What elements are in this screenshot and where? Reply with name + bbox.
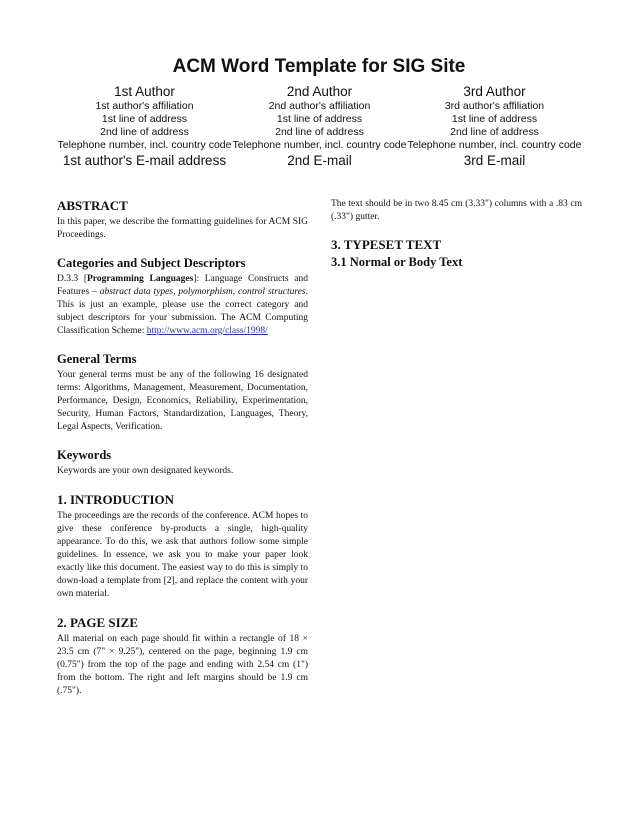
category-description: ]: Language Constructs and Features – (57, 274, 308, 297)
paper-title: ACM Word Template for SIG Site (172, 56, 466, 77)
column-layout-text: The text should be in two 8.45 cm (3.33") columns with a .83 cm (.33") gutter. (331, 199, 582, 222)
left-column (57, 198, 308, 698)
author-name: 2nd Author (286, 84, 353, 99)
category-subtopics: abstract data types, polymorphism, control structures (99, 287, 306, 297)
author-email: 2nd E-mail (287, 153, 352, 168)
author-2 (232, 84, 407, 169)
author-affiliation: 1st author's affiliation (95, 100, 194, 112)
right-column (331, 198, 582, 272)
author-address-line-2: 2nd line of address (100, 126, 189, 138)
author-name: 1st Author (114, 84, 175, 99)
general-terms-heading: General Terms (57, 352, 137, 366)
categories-text: D.3.3 [Programming Languages]: Language Constructs and Features – abstract data types, polymorphism, control structures. This is just an example, please use the correct category and subject descriptors for your submission. The ACM Computing Classification Scheme: http://www.acm.org/class/1998/ (57, 274, 308, 336)
author-affiliation: 2nd author's affiliation (268, 100, 371, 112)
page-size-heading: 2. PAGE SIZE (57, 615, 139, 630)
typeset-heading: 3. TYPESET TEXT (331, 237, 442, 252)
author-3 (407, 84, 582, 169)
author-email: 3rd E-mail (463, 153, 526, 168)
author-address-line-1: 1st line of address (101, 113, 188, 125)
categories-heading: Categories and Subject Descriptors (57, 256, 246, 270)
abstract-text: In this paper, we describe the formatting guidelines for ACM SIG Proceedings. (57, 217, 308, 240)
abstract-heading: ABSTRACT (57, 198, 128, 213)
author-phone: Telephone number, incl. country code (232, 139, 407, 151)
introduction-heading: 1. INTRODUCTION (57, 492, 175, 507)
general-terms-text: Your general terms must be any of the following 16 designated terms: Algorithms, Management, Measurement, Documentation, Performance, Design, Economics, Reliability, Experimentation, Security, Human Factors, Standardization, Languages, Theory, Legal Aspects, Verification. (57, 370, 308, 432)
author-address-line-2: 2nd line of address (275, 126, 364, 138)
author-address-line-1: 1st line of address (276, 113, 363, 125)
acm-classification-link[interactable]: http://www.acm.org/class/1998/ (146, 326, 268, 336)
page-size-text: All material on each page should fit within a rectangle of 18 × 23.5 cm (7" × 9.25"), centered on the page, beginning 1.9 cm (0.75") from the top of the page and ending with 2.54 cm (1") from the bottom. The right and left margins should be 1.9 cm (.75"). (57, 634, 308, 696)
author-phone: Telephone number, incl. country code (407, 139, 582, 151)
author-address-line-2: 2nd line of address (450, 126, 539, 138)
keywords-text: Keywords are your own designated keywords. (57, 466, 234, 476)
author-phone: Telephone number, incl. country code (57, 139, 232, 151)
body-text-heading: 3.1 Normal or Body Text (331, 255, 463, 269)
category-label: Programming Languages (86, 274, 194, 284)
author-address-line-1: 1st line of address (451, 113, 538, 125)
introduction-text: The proceedings are the records of the conference. ACM hopes to give these conference by-products a single, high-quality appearance. To do this, we ask that authors follow some simple guidelines. In essence, we ask you to make your paper look exactly like this document. The easiest way to do this is simply to down-load a template from [2], and replace the content with your own material. (57, 511, 308, 599)
category-note: . This is just an example, please use the correct category and subject descriptors for your submission. The ACM Computing Classification Scheme: (57, 287, 308, 336)
author-affiliation: 3rd author's affiliation (444, 100, 545, 112)
author-1 (57, 84, 232, 169)
category-code: D.3.3 (57, 274, 79, 284)
keywords-heading: Keywords (57, 448, 112, 462)
author-email: 1st author's E-mail address (62, 153, 227, 168)
author-name: 3rd Author (463, 84, 526, 99)
